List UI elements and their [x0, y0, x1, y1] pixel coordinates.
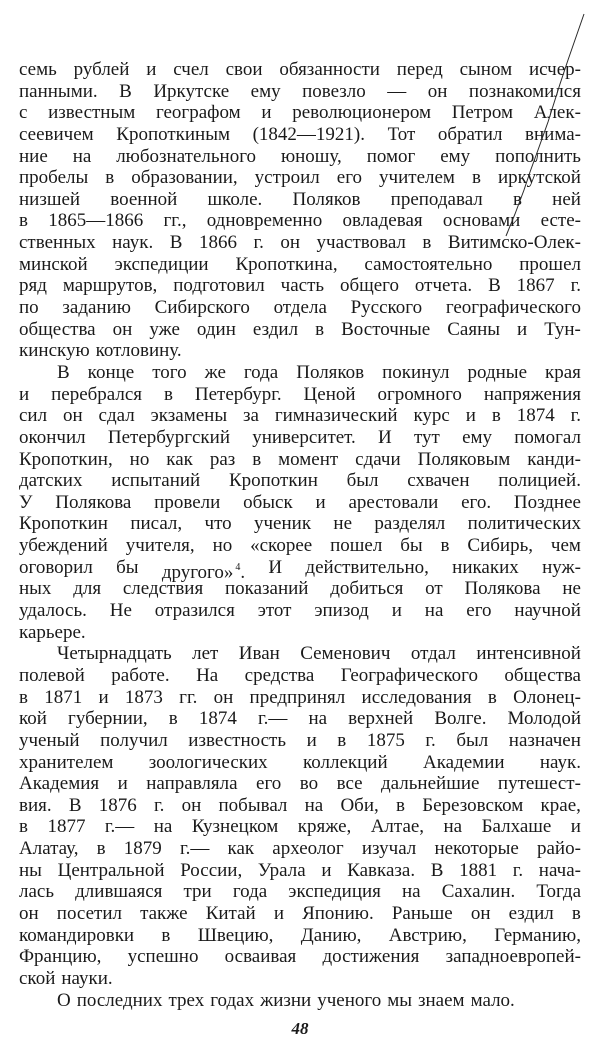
text-line: ряд маршрутов, подготовил часть общего отчета. В 1867 г.	[19, 275, 581, 297]
page-number: 48	[291, 1019, 309, 1038]
text-line: датских испытаний Кропоткин был схвачен полицией.	[19, 470, 581, 492]
text-line: кинскую котловину.	[19, 340, 182, 362]
text-line: вия. В 1876 г. он побывал на Оби, в Березовском крае,	[19, 794, 581, 816]
text-line: командировки в Швецию, Данию, Австрию, Германию,	[19, 924, 581, 946]
text-line: полевой работе. На средства Географического общества	[19, 664, 581, 686]
text-line: семь рублей и счел свои обязанности перед сыном исчер-	[19, 59, 581, 80]
text-line: убеждений учителя, но «скорее пошел бы в Сибирь, чем	[19, 535, 581, 557]
text-line: низшей военной школе. Поляков преподавал в ней	[19, 188, 581, 210]
text-line: Алатау, в 1879 г.— как археолог изучал некоторые райо-	[19, 838, 581, 860]
text-line: по заданию Сибирского отдела Русского географического	[19, 297, 581, 319]
footnote-marker: 4	[235, 561, 241, 573]
text-line: он посетил также Китай и Японию. Раньше он ездил в	[19, 902, 581, 924]
book-page-text	[19, 59, 581, 1011]
text-line: панными. В Иркутске ему повезло — он познакомился	[19, 80, 581, 102]
text-line: общества он уже один ездил в Восточные Саяны и Тун-	[19, 318, 581, 340]
text-line: кой губернии, в 1874 г.— на верхней Волге. Молодой	[19, 708, 581, 730]
text-line: Четырнадцать лет Иван Семенович отдал интенсивной	[57, 643, 581, 665]
text-line: в 1865—1866 гг., одновременно овладевая основами есте-	[19, 210, 581, 232]
text-line: минской экспедиции Кропоткина, самостоятельно прошел	[19, 253, 581, 275]
text-line: ской науки.	[19, 967, 113, 989]
text-line: в 1871 и 1873 гг. он предпринял исследования в Олонец-	[19, 686, 581, 708]
text-line: в 1877 г.— на Кузнецком кряже, Алтае, на Балхаше и	[19, 816, 581, 838]
text-line: лась длившаяся три года экспедиция на Сахалин. Тогда	[19, 881, 581, 903]
text-line: О последних трех годах жизни ученого мы знаем мало.	[57, 989, 515, 1011]
text-line: сеевичем Кропоткиным (1842—1921). Тот обратил внима-	[19, 123, 581, 145]
text-line: ние на любознательного юношу, помог ему пополнить	[19, 145, 581, 167]
text-line: В конце того же года Поляков покинул родные края	[57, 361, 581, 383]
text-line: Кропоткин, но как раз в момент сдачи Поляковым канди-	[19, 448, 581, 470]
text-line: окончил Петербургский университет. И тут ему помогал	[19, 426, 581, 448]
text-line: оговорил бы другого» $^4$. И действительно, никаких нуж-	[19, 556, 581, 583]
text-line: Францию, успешно осваивая достижения западноевропей-	[19, 946, 581, 968]
text-line: удалось. Не отразился этот эпизод и на его научной	[19, 600, 581, 622]
text-line: пробелы в образовании, устроил его учителем в иркутской	[19, 167, 581, 189]
text-line: с известным географом и революционером Петром Алек-	[19, 102, 581, 124]
text-line: ственных наук. В 1866 г. он участвовал в Витимско-Олек-	[19, 232, 581, 254]
text-line: сил он сдал экзамены за гимназический курс и в 1874 г.	[19, 405, 581, 427]
text-line: ных для следствия показаний добиться от Полякова не	[19, 578, 581, 600]
text-line: карьере.	[19, 621, 86, 643]
text-line: У Полякова провели обыск и арестовали его. Позднее	[19, 491, 581, 513]
text-line: и перебрался в Петербург. Ценой огромного напряжения	[19, 383, 581, 405]
text-line: ученый получил известность и в 1875 г. был назначен	[19, 729, 581, 751]
text-line: хранителем зоологических коллекций Академии наук.	[19, 751, 581, 773]
text-line: Кропоткин писал, что ученик не разделял политических	[19, 513, 581, 535]
text-line: Академия и направляла его во все дальнейшие путешест-	[19, 773, 581, 795]
text-line: ны Центральной России, Урала и Кавказа. В 1881 г. нача-	[19, 859, 581, 881]
